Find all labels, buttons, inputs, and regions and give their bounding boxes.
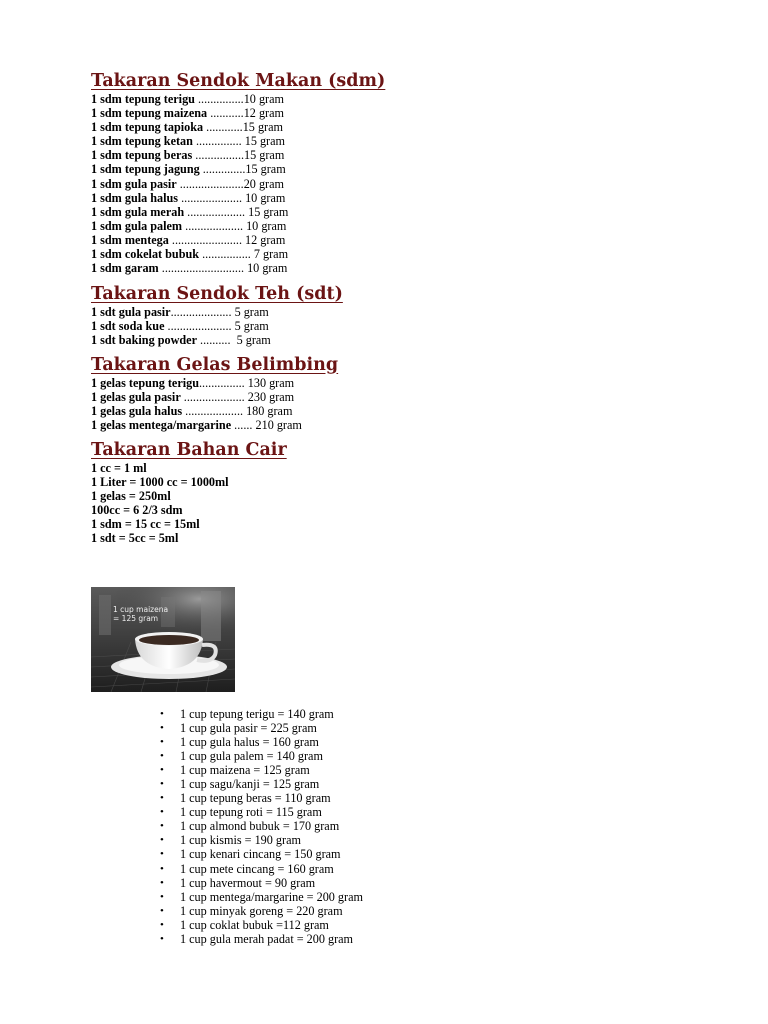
bullet-icon: • — [160, 820, 164, 833]
measure-line: 1 sdm tepung ketan ............... 15 gram — [91, 134, 285, 149]
measure-line: 1 gelas gula pasir .................... 230 gram — [91, 389, 295, 404]
bullet-icon: • — [160, 778, 164, 791]
measure-line: 1 sdm tepung beras ................15 gram — [91, 148, 285, 163]
list-item: • 1 cup maizena = 125 gram — [160, 763, 310, 778]
photo-caption: 1 cup maizena — [113, 605, 169, 614]
document-body — [91, 70, 731, 545]
list-item: • 1 cup gula merah padat = 200 gram — [160, 931, 354, 946]
coffee-cup-photo — [91, 587, 235, 692]
bullet-icon: • — [160, 708, 164, 720]
section-title: Takaran Sendok Makan (sdm) — [91, 71, 386, 91]
bullet-icon: • — [160, 806, 164, 819]
measure-line: 1 cc = 1 ml — [91, 460, 147, 475]
measure-line: 1 sdt = 5cc = 5ml — [91, 531, 179, 546]
list-item: • 1 cup gula halus = 160 gram — [160, 735, 319, 750]
measure-line: 1 sdm tepung tapioka ............15 gram — [91, 120, 283, 135]
measure-line: 1 sdm gula pasir .....................20 gram — [91, 176, 284, 191]
list-item: • 1 cup sagu/kanji = 125 gram — [160, 777, 320, 792]
section-sdt — [91, 283, 731, 347]
list-item: • 1 cup almond bubuk = 170 gram — [160, 819, 340, 834]
measure-line: 100cc = 6 2/3 sdm — [91, 503, 183, 518]
measure-line: 1 sdm cokelat bubuk ................ 7 gram — [91, 247, 289, 262]
list-item: • 1 cup kismis = 190 gram — [160, 833, 301, 848]
photo-caption: = 125 gram — [113, 614, 159, 623]
section-sdm — [91, 70, 731, 275]
list-item: • 1 cup havermout = 90 gram — [160, 875, 316, 890]
list-item: • 1 cup gula pasir = 225 gram — [160, 721, 317, 736]
list-item: • 1 cup gula palem = 140 gram — [160, 749, 323, 764]
bullet-icon: • — [160, 834, 164, 847]
bullet-icon: • — [160, 876, 164, 889]
list-item: • 1 cup mete cincang = 160 gram — [160, 861, 334, 876]
measure-line: 1 sdm gula merah ................... 15 gram — [91, 204, 289, 219]
list-item: • 1 cup tepung roti = 115 gram — [160, 805, 322, 820]
measure-line: 1 sdm mentega ....................... 12 gram — [91, 232, 286, 247]
section-gelas — [91, 354, 731, 432]
bullet-icon: • — [160, 904, 164, 917]
measure-line: 1 gelas = 250ml — [91, 489, 171, 504]
section-cair — [91, 439, 731, 546]
list-item: • 1 cup kenari cincang = 150 gram — [160, 847, 341, 862]
list-item: • 1 cup coklat bubuk =112 gram — [160, 917, 329, 932]
measure-line: 1 sdt baking powder .......... 5 gram — [91, 333, 271, 348]
list-item: • 1 cup minyak goreng = 220 gram — [160, 903, 343, 918]
measure-line: 1 sdm tepung terigu ...............10 gram — [91, 92, 284, 106]
bullet-icon: • — [160, 862, 164, 875]
measure-line: 1 sdm tepung jagung ..............15 gram — [91, 162, 286, 177]
bullet-icon: • — [160, 918, 164, 931]
bullet-icon: • — [160, 890, 164, 903]
measure-line: 1 gelas gula halus ................... 180 gram — [91, 403, 293, 418]
measure-line: 1 sdt soda kue ..................... 5 gram — [91, 319, 269, 334]
measure-line: 1 gelas mentega/margarine ...... 210 gram — [91, 417, 302, 432]
list-item: • 1 cup mentega/margarine = 200 gram — [160, 889, 363, 904]
bullet-icon: • — [160, 750, 164, 763]
bullet-icon: • — [160, 848, 164, 861]
measure-line: 1 gelas tepung terigu............... 130 gram — [91, 375, 295, 390]
list-item: • 1 cup tepung beras = 110 gram — [160, 791, 331, 806]
section-title: Takaran Gelas Belimbing — [91, 354, 339, 375]
bullet-icon: • — [160, 792, 164, 805]
coffee-cup-image — [91, 587, 235, 692]
measure-line: 1 Liter = 1000 cc = 1000ml — [91, 474, 229, 489]
section-title: Takaran Sendok Teh (sdt) — [91, 284, 343, 305]
measure-line: 1 sdt gula pasir.................... 5 gram — [91, 305, 269, 320]
section-title: Takaran Bahan Cair — [91, 439, 287, 460]
measure-line: 1 sdm = 15 cc = 15ml — [91, 517, 200, 532]
bullet-icon: • — [160, 722, 164, 735]
bullet-icon: • — [160, 736, 164, 749]
cup-measure-list — [160, 707, 363, 946]
bullet-icon: • — [160, 764, 164, 777]
bullet-icon: • — [160, 932, 164, 945]
measure-line: 1 sdm tepung maizena ...........12 gram — [91, 106, 284, 121]
measure-line: 1 sdm gula palem ................... 10 gram — [91, 218, 287, 233]
measure-line: 1 sdm gula halus .................... 10 gram — [91, 190, 286, 205]
list-item: • 1 cup tepung terigu = 140 gram — [160, 707, 334, 721]
measure-line: 1 sdm garam ........................... 10 gram — [91, 261, 288, 276]
